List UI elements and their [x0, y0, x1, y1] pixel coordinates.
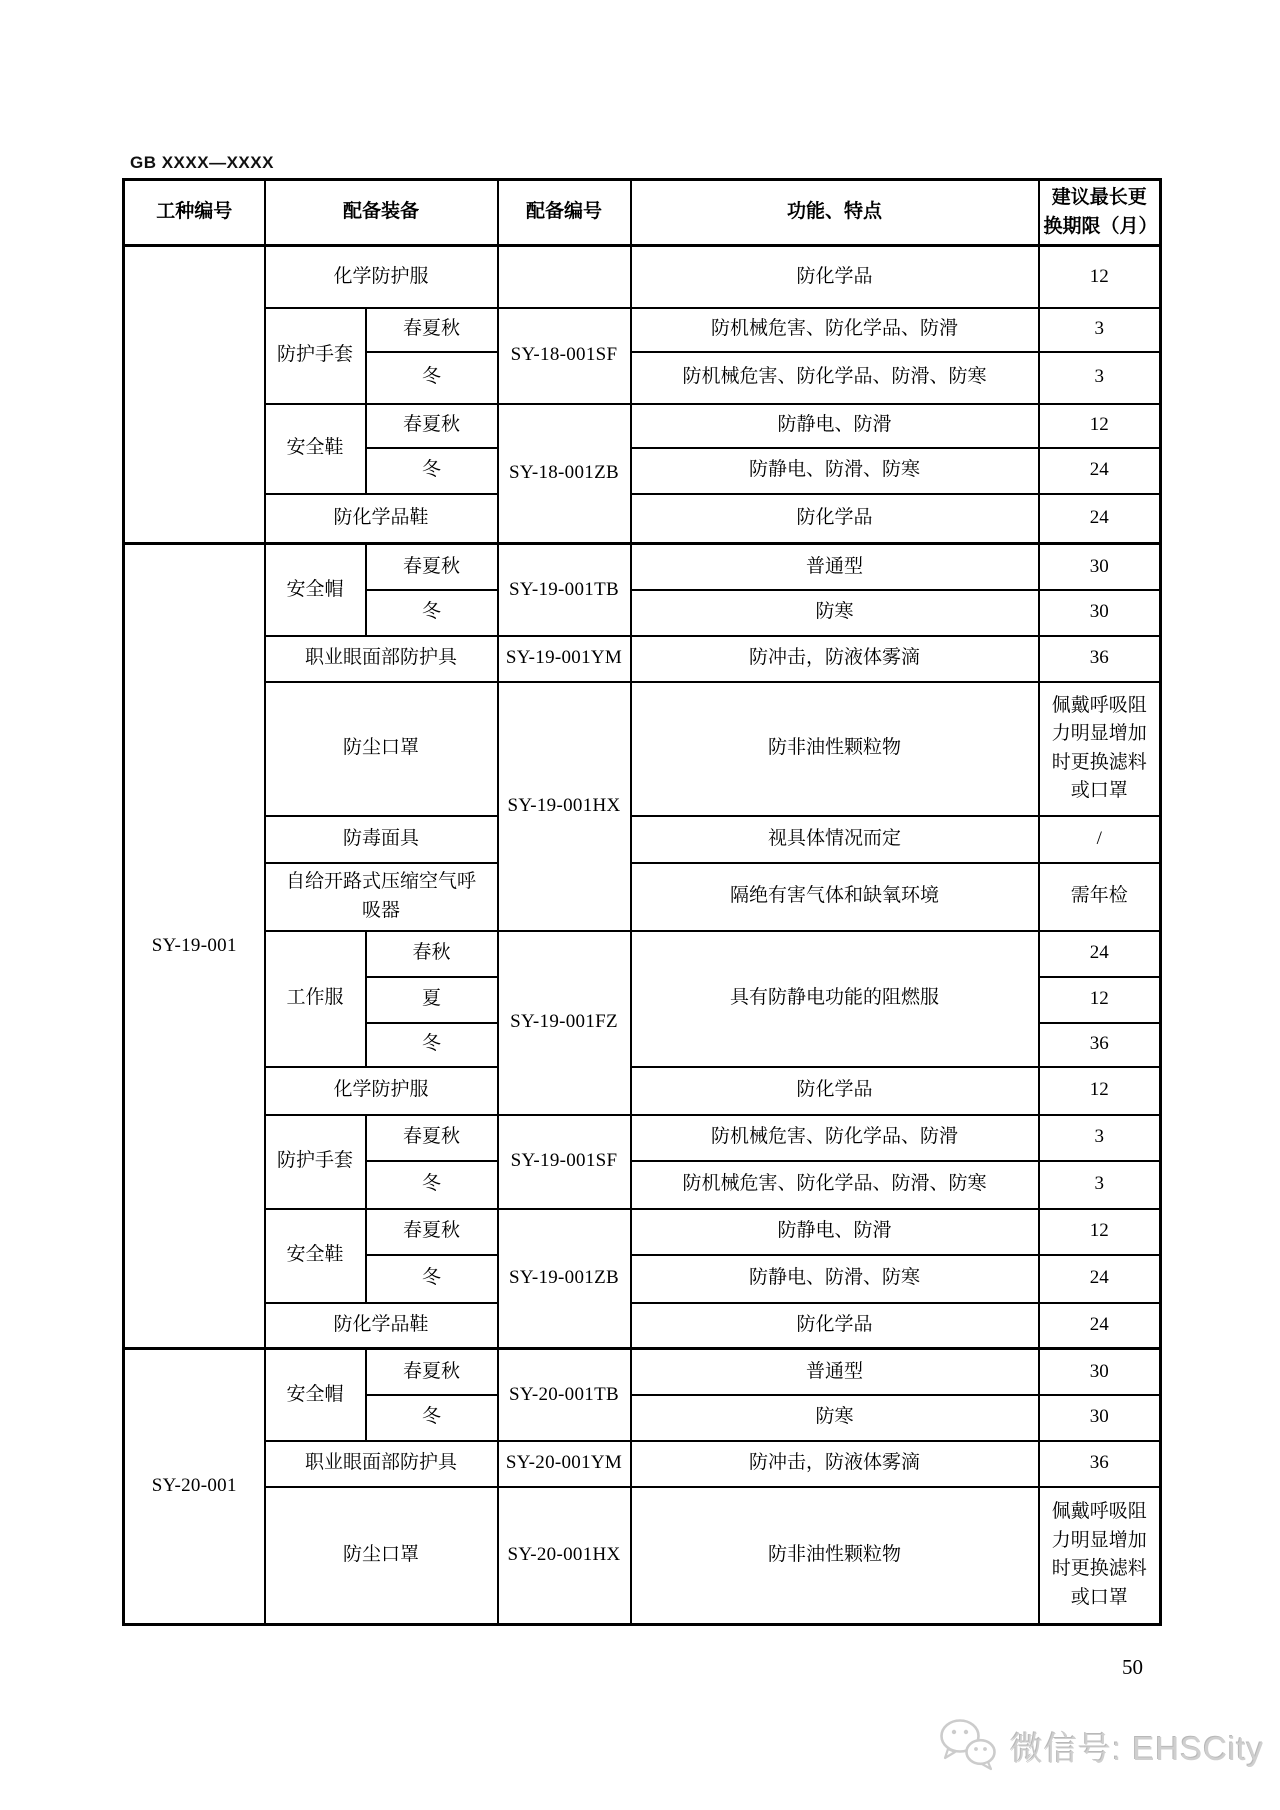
cell-term: 30 [1039, 1349, 1161, 1395]
cell-equipment: 工作服 [265, 931, 366, 1067]
cell-equipment: 安全帽 [265, 1349, 366, 1441]
line: 或口罩 [1070, 1586, 1128, 1608]
line: 佩戴呼吸阻 [1051, 1501, 1147, 1523]
cell-term: 36 [1039, 1023, 1161, 1067]
line: 建议最长更 [1051, 187, 1147, 208]
cell-term: / [1039, 816, 1161, 863]
table-row [124, 636, 1161, 682]
header-equipment: 配备装备 [265, 180, 498, 246]
cell-equipment: 化学防护服 [265, 1067, 498, 1115]
cell-function: 防化学品 [631, 1067, 1039, 1115]
cell-code: SY-20-001YM [498, 1441, 631, 1487]
cell-season: 冬 [366, 352, 498, 404]
cell-term: 24 [1039, 448, 1161, 494]
table-row [124, 494, 1161, 544]
cell-function: 防非油性颗粒物 [631, 1487, 1039, 1625]
table-row [124, 308, 1161, 352]
table-row [124, 1349, 1161, 1395]
cell-season: 春夏秋 [366, 1115, 498, 1161]
cell-season: 春夏秋 [366, 1349, 498, 1395]
table-row [124, 1303, 1161, 1349]
line: 换期限（月） [1043, 215, 1158, 237]
watermark-label: 微信号: EHSCity [1010, 1730, 1265, 1767]
cell-term: 12 [1039, 1067, 1161, 1115]
table-row [124, 863, 1161, 931]
cell-function: 防机械危害、防化学品、防滑 [631, 1115, 1039, 1161]
cell-function: 防寒 [631, 1395, 1039, 1441]
cell-equipment: 安全帽 [265, 544, 366, 636]
cell-term: 3 [1039, 308, 1161, 352]
line: 自给开路式压缩空气呼 [286, 871, 477, 892]
cell-code: SY-19-001FZ [498, 931, 631, 1115]
cell-function: 防化学品 [631, 1303, 1039, 1349]
cell-equipment: 防毒面具 [265, 816, 498, 863]
cell-code [498, 246, 631, 308]
cell-equipment: 防化学品鞋 [265, 494, 498, 544]
cell-work-type-code [124, 246, 265, 544]
cell-term: 需年检 [1039, 863, 1161, 931]
cell-equipment: 防尘口罩 [265, 682, 498, 816]
cell-term: 3 [1039, 1161, 1161, 1209]
cell-equipment: 职业眼面部防护具 [265, 1441, 498, 1487]
cell-equipment: 职业眼面部防护具 [265, 636, 498, 682]
header-function: 功能、特点 [631, 180, 1039, 246]
cell-code: SY-19-001YM [498, 636, 631, 682]
line: 力明显增加 [1051, 723, 1147, 744]
cell-term [1039, 682, 1161, 816]
table-row [124, 544, 1161, 590]
cell-equipment: 安全鞋 [265, 404, 366, 494]
cell-function: 防机械危害、防化学品、防滑、防寒 [631, 1161, 1039, 1209]
cell-season: 春夏秋 [366, 404, 498, 448]
cell-work-type-code: SY-20-001 [124, 1349, 265, 1625]
cell-function: 防寒 [631, 590, 1039, 636]
line: 吸器 [362, 899, 401, 921]
header-replacement-term [1039, 180, 1161, 246]
header-equipment-code: 配备编号 [498, 180, 631, 246]
cell-code: SY-18-001ZB [498, 404, 631, 544]
line: 时更换滤料 [1051, 751, 1147, 773]
cell-code: SY-19-001ZB [498, 1209, 631, 1349]
line: 佩戴呼吸阻 [1051, 694, 1147, 716]
ppe-equipment-table [122, 178, 1162, 1626]
cell-function: 防非油性颗粒物 [631, 682, 1039, 816]
table-row [124, 931, 1161, 977]
table-row [124, 1209, 1161, 1255]
standard-code: GB XXXX—XXXX [130, 153, 274, 172]
cell-equipment: 防护手套 [265, 308, 366, 404]
cell-code: SY-19-001HX [498, 682, 631, 931]
table-header-row [124, 180, 1161, 246]
cell-term: 12 [1039, 246, 1161, 308]
cell-function: 隔绝有害气体和缺氧环境 [631, 863, 1039, 931]
cell-term: 36 [1039, 1441, 1161, 1487]
cell-term: 30 [1039, 1395, 1161, 1441]
page-number: 50 [1122, 1655, 1143, 1679]
cell-code: SY-20-001HX [498, 1487, 631, 1625]
cell-work-type-code: SY-19-001 [124, 544, 265, 1349]
table-row [124, 1487, 1161, 1625]
table-row [124, 1067, 1161, 1115]
cell-function: 防机械危害、防化学品、防滑、防寒 [631, 352, 1039, 404]
cell-code: SY-19-001SF [498, 1115, 631, 1209]
table-row [124, 682, 1161, 816]
cell-season: 春夏秋 [366, 308, 498, 352]
cell-season: 冬 [366, 1255, 498, 1303]
table-row [124, 404, 1161, 448]
cell-term: 3 [1039, 352, 1161, 404]
table-row [124, 816, 1161, 863]
cell-equipment: 安全鞋 [265, 1209, 366, 1303]
cell-equipment: 防护手套 [265, 1115, 366, 1209]
cell-equipment: 防化学品鞋 [265, 1303, 498, 1349]
cell-term: 24 [1039, 494, 1161, 544]
cell-term: 12 [1039, 977, 1161, 1023]
cell-season: 春夏秋 [366, 1209, 498, 1255]
cell-code: SY-20-001TB [498, 1349, 631, 1441]
cell-equipment: 化学防护服 [265, 246, 498, 308]
cell-function: 普通型 [631, 1349, 1039, 1395]
cell-function: 防冲击，防液体雾滴 [631, 1441, 1039, 1487]
cell-season: 春秋 [366, 931, 498, 977]
cell-function: 防冲击，防液体雾滴 [631, 636, 1039, 682]
cell-season: 夏 [366, 977, 498, 1023]
line: 力明显增加 [1051, 1529, 1147, 1551]
cell-term: 30 [1039, 590, 1161, 636]
cell-term: 24 [1039, 1303, 1161, 1349]
cell-term: 36 [1039, 636, 1161, 682]
cell-function: 普通型 [631, 544, 1039, 590]
cell-season: 冬 [366, 590, 498, 636]
cell-season: 冬 [366, 1161, 498, 1209]
cell-function: 防静电、防滑、防寒 [631, 1255, 1039, 1303]
table-row [124, 1115, 1161, 1161]
cell-function: 防静电、防滑 [631, 404, 1039, 448]
cell-term: 24 [1039, 931, 1161, 977]
cell-function: 防化学品 [631, 246, 1039, 308]
table-row [124, 246, 1161, 308]
cell-function: 具有防静电功能的阻燃服 [631, 931, 1039, 1067]
cell-code: SY-18-001SF [498, 308, 631, 404]
cell-term: 3 [1039, 1115, 1161, 1161]
cell-function: 视具体情况而定 [631, 816, 1039, 863]
cell-code: SY-19-001TB [498, 544, 631, 636]
cell-season: 冬 [366, 1395, 498, 1441]
line: 时更换滤料 [1051, 1558, 1147, 1580]
cell-term [1039, 1487, 1161, 1625]
line: 或口罩 [1070, 780, 1128, 801]
cell-function: 防机械危害、防化学品、防滑 [631, 308, 1039, 352]
footer-watermark [936, 1716, 1264, 1777]
table-row [124, 1441, 1161, 1487]
cell-function: 防静电、防滑、防寒 [631, 448, 1039, 494]
cell-season: 冬 [366, 1023, 498, 1067]
cell-season: 冬 [366, 448, 498, 494]
cell-equipment: 防尘口罩 [265, 1487, 498, 1625]
cell-term: 12 [1039, 1209, 1161, 1255]
cell-equipment [265, 863, 498, 931]
wechat-icon [936, 1716, 1000, 1777]
cell-function: 防化学品 [631, 494, 1039, 544]
cell-season: 春夏秋 [366, 544, 498, 590]
cell-term: 12 [1039, 404, 1161, 448]
cell-term: 24 [1039, 1255, 1161, 1303]
cell-function: 防静电、防滑 [631, 1209, 1039, 1255]
cell-term: 30 [1039, 544, 1161, 590]
header-work-type-code: 工种编号 [124, 180, 265, 246]
